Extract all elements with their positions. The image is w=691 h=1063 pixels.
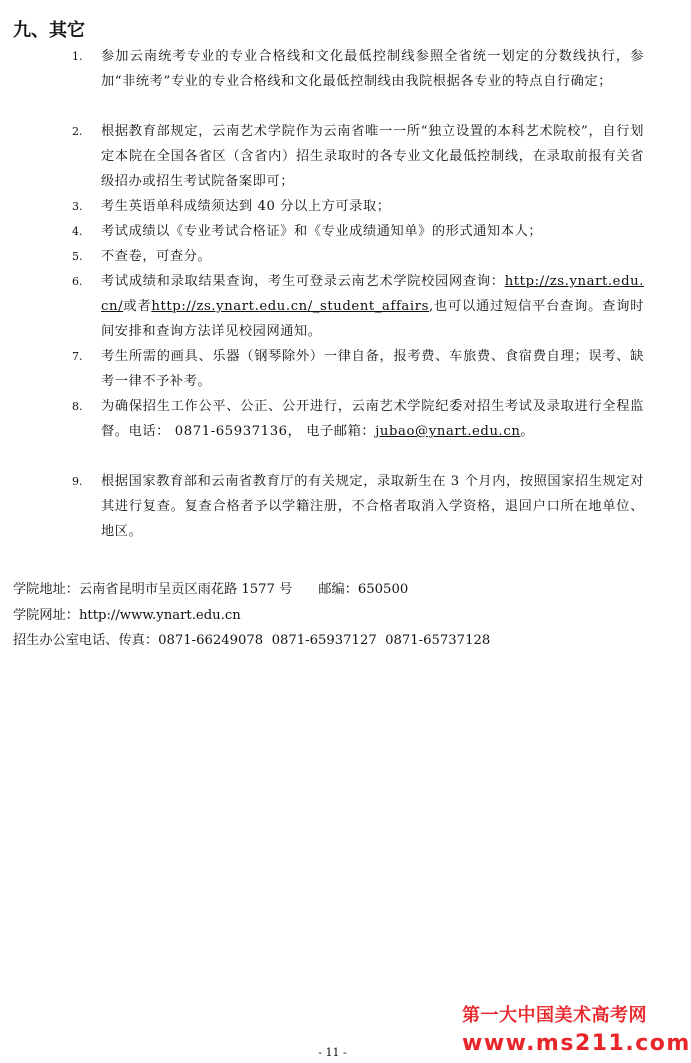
list-item [0, 44, 644, 119]
item-number: 9. [72, 475, 83, 488]
list-item [0, 219, 644, 244]
item-number: 8. [72, 400, 83, 413]
rules-list [0, 44, 665, 544]
item-number: 1. [72, 50, 83, 63]
website-link[interactable]: http://www.ynart.edu.cn [78, 608, 241, 623]
email-link[interactable]: jubao@ynart.edu.cn [375, 424, 521, 439]
list-item [0, 394, 644, 469]
list-item [0, 119, 644, 194]
item-text-after: 。 [520, 424, 535, 439]
item-text-mid: 或者 [123, 299, 152, 314]
item-text: 根据教育部规定，云南艺术学院作为云南省唯一一所“独立设置的本科艺术院校”，自行划定本院在全国各省区（含省内）招生录取时的各专业文化最低控制线，在录取前报有关省级招办或招生考试院备案即可； [101, 124, 644, 189]
address-value: 云南省昆明市呈贡区雨花路 1577 号 [78, 582, 293, 597]
address-label: 学院地址： [13, 582, 79, 597]
item-text: 根据国家教育部和云南省教育厅的有关规定，录取新生在 3 个月内，按照国家招生规定对其进行复查。复查合格者予以学籍注册，不合格者取消入学资格，退回户口所在地单位、地区。 [101, 474, 644, 539]
list-item [0, 469, 644, 544]
postcode-value: 650500 [357, 582, 409, 597]
item-text: 参加云南统考专业的专业合格线和文化最低控制线参照全省统一划定的分数线执行，参加“非统考”专业的专业合格线和文化最低控制线由我院根据各专业的特点自行确定； [101, 49, 644, 89]
watermark-title: 第一大中国美术高考网 [462, 1005, 647, 1026]
item-text: 不查卷，可查分。 [101, 249, 212, 264]
item-text: 考试成绩以《专业考试合格证》和《专业成绩通知单》的形式通知本人； [101, 224, 543, 239]
item-text: 考生英语单科成绩须达到 40 分以上方可录取； [101, 199, 391, 214]
list-item [0, 194, 644, 219]
admission-link[interactable]: http://zs.ynart.edu.cn/ [101, 274, 644, 314]
address-line [13, 580, 408, 600]
item-number: 6. [72, 275, 83, 288]
item-text-after: ,也可以通过短信平台查询。查询时间安排和查询方法详见校园网通知。 [101, 299, 644, 339]
item-text-before: 考试成绩和录取结果查询，考生可登录云南艺术学院校园网查询： [101, 274, 505, 289]
website-label: 学院网址： [13, 608, 79, 623]
item-text-before: 为确保招生工作公平、公正、公开进行，云南艺术学院纪委对招生考试及录取进行全程监督。电话： 0871-65937136， 电子邮箱： [101, 399, 644, 439]
item-number: 3. [72, 200, 83, 213]
item-text: 考生所需的画具、乐器（钢琴除外）一律自备，报考费、车旅费、食宿费自理；误考、缺考一律不予补考。 [101, 349, 644, 389]
list-item [0, 269, 644, 344]
phone-line [13, 631, 490, 651]
website-line [13, 606, 241, 626]
postcode-label: 邮编： [318, 582, 358, 597]
student-affairs-link[interactable]: http://zs.ynart.edu.cn/_student_affairs [151, 299, 429, 314]
list-item [0, 344, 644, 394]
item-number: 2. [72, 125, 83, 138]
item-text [101, 394, 644, 444]
item-text [101, 269, 644, 344]
item-number: 4. [72, 225, 83, 238]
watermark-url: www.ms211.com [462, 1031, 691, 1056]
section-heading: 九、其它 [13, 20, 85, 41]
phone-label: 招生办公室电话、传真： [13, 633, 159, 648]
page-number: - 11 - [318, 1046, 347, 1059]
item-number: 5. [72, 250, 83, 263]
phone-numbers: 0871-66249078 0871-65937127 0871-65737128 [158, 633, 491, 648]
list-item [0, 244, 644, 269]
item-number: 7. [72, 350, 83, 363]
